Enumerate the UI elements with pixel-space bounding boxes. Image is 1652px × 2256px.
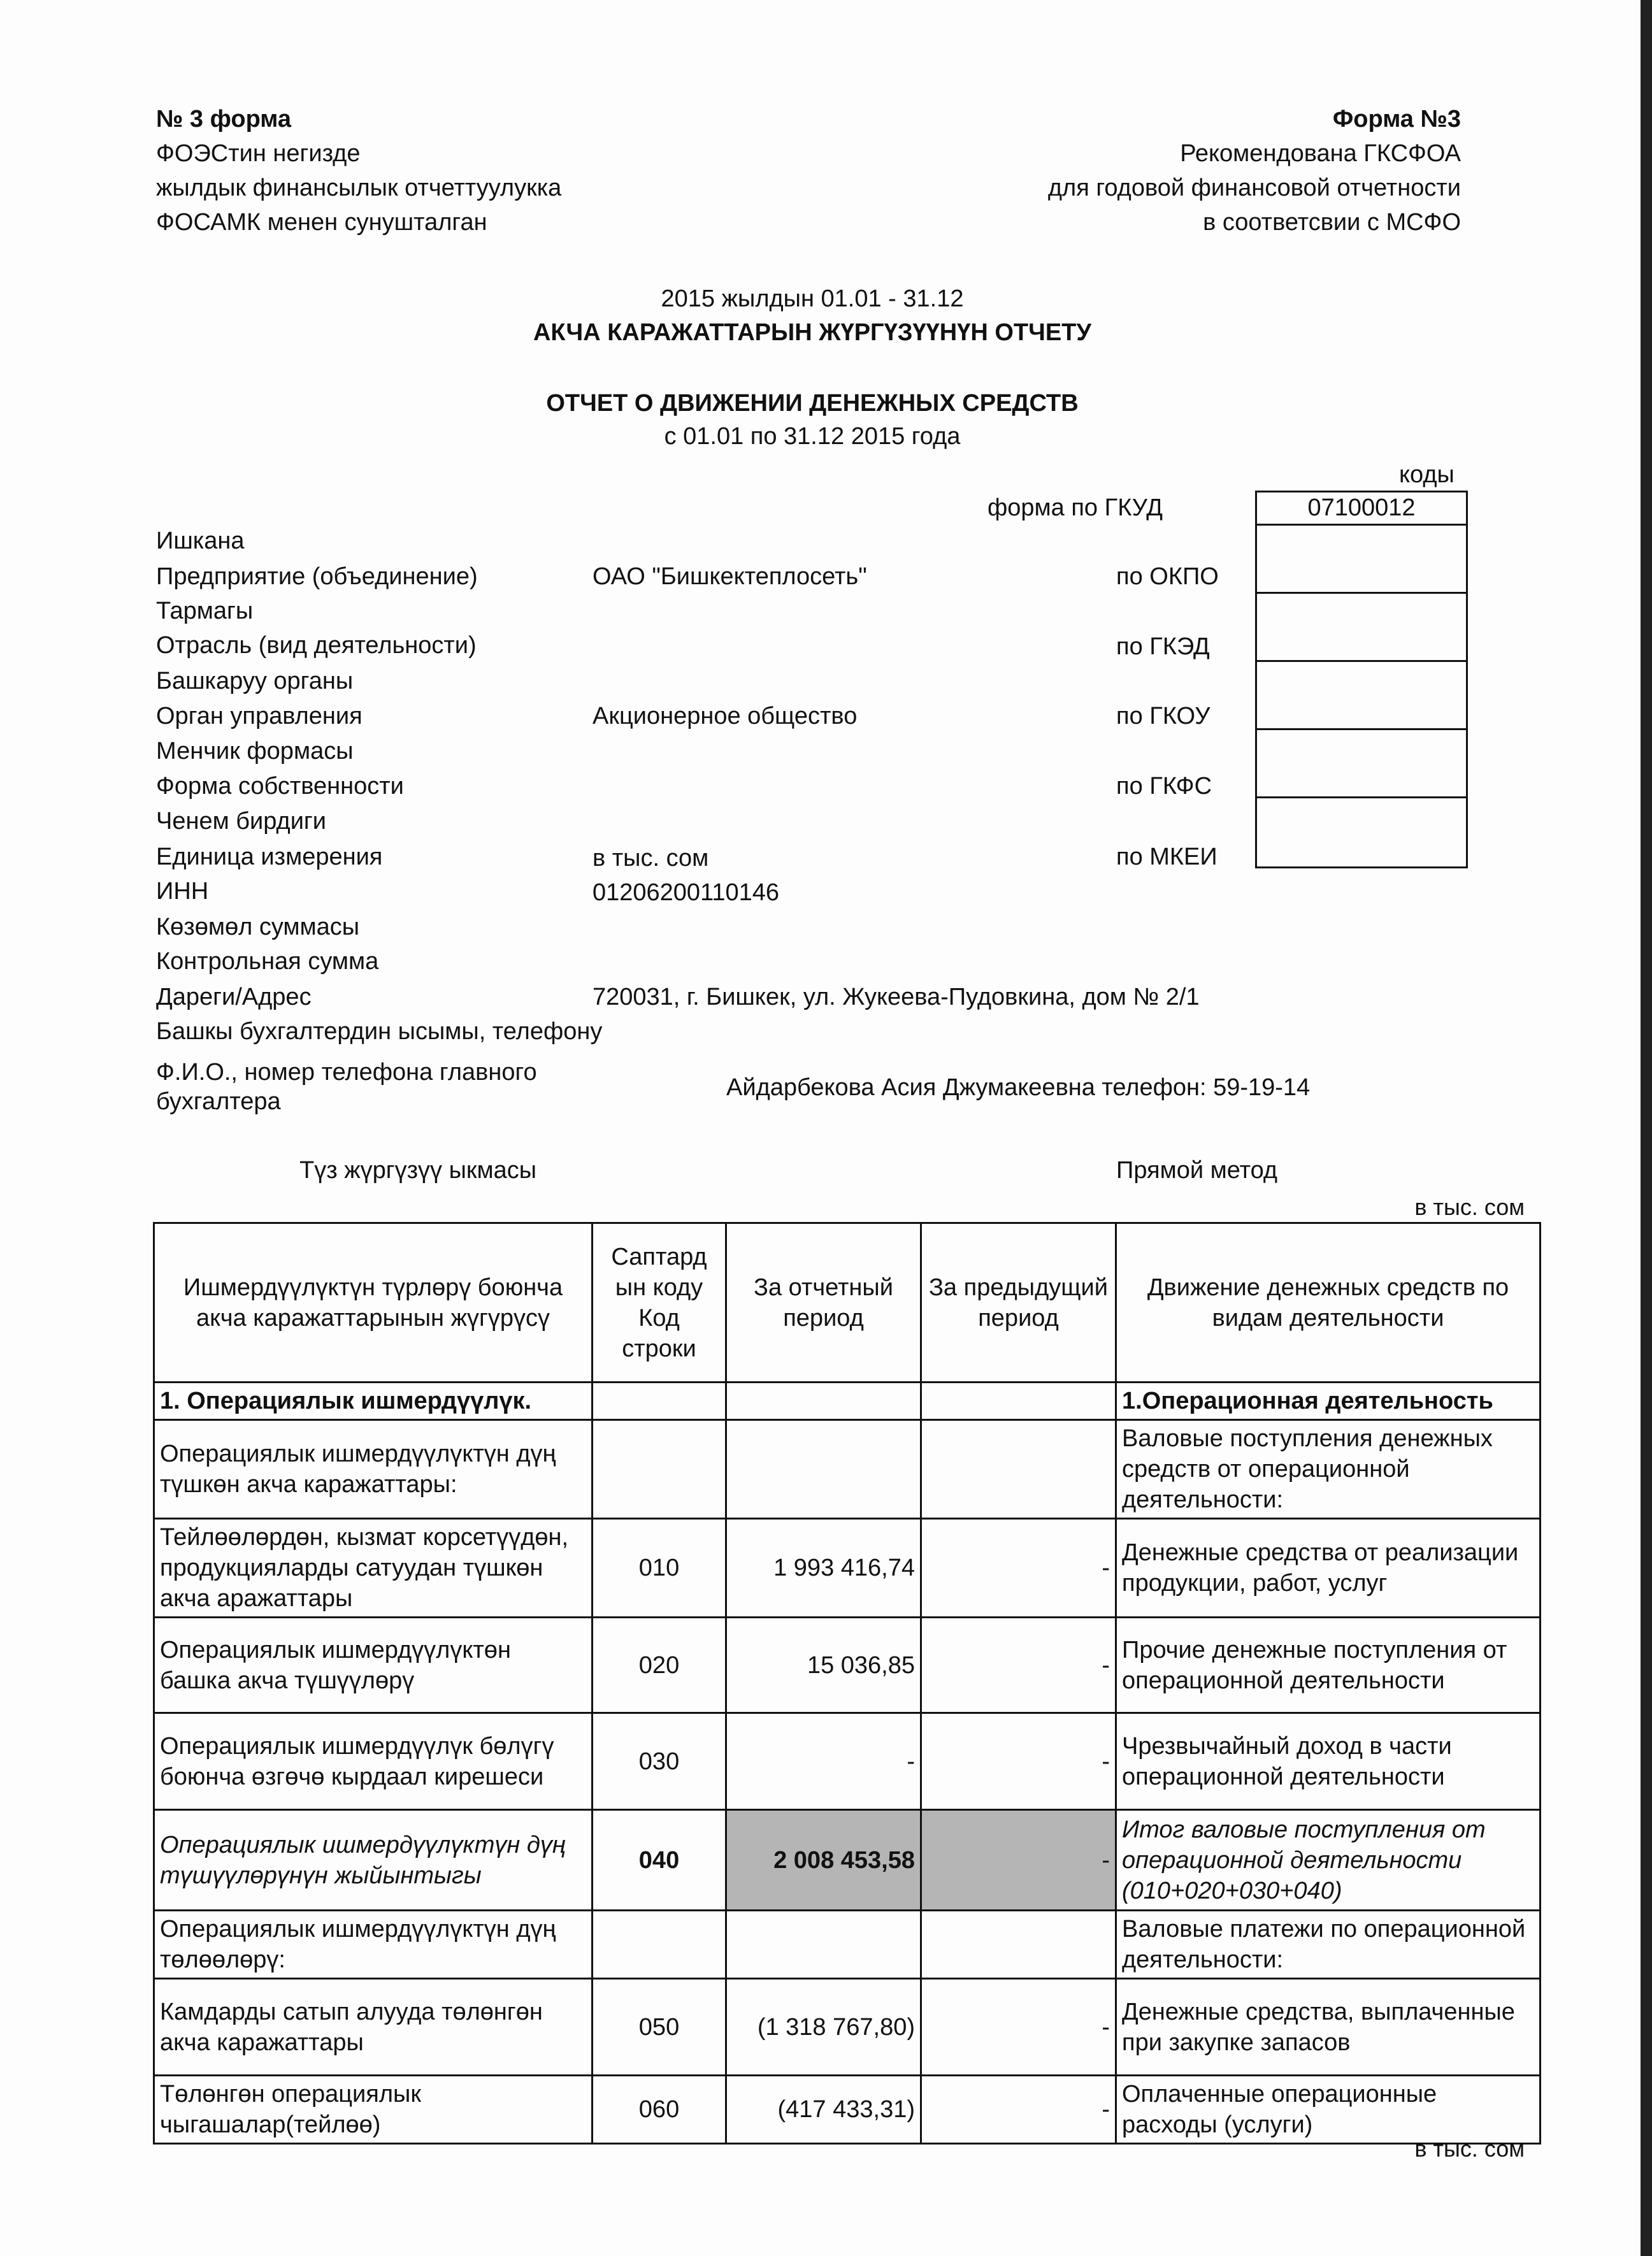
accountant-value: Айдарбекова Асия Джумакеевна телефон: 59-19-14 [726, 1074, 1311, 1101]
row-current: 2 008 453,58 [726, 1810, 921, 1911]
period-ru: с 01.01 по 31.12 2015 года [664, 423, 961, 450]
info-label: Башкы бухгалтердин ысымы, телефону [156, 1018, 603, 1045]
row-ky: Операциялык ишмердүүлүктөн башка акча түшүүлөрү [154, 1618, 593, 1713]
row-ru: Итог валовые поступления от операционной деятельности (010+020+030+040) [1116, 1810, 1541, 1911]
form-number-ru: Форма №3 [1332, 106, 1461, 133]
row-code: 050 [593, 1979, 726, 2076]
table-row [154, 1911, 1541, 1979]
row-previous: - [921, 1713, 1116, 1810]
row-ky: Тейлөөлөрдөн, кызмат корсетүүдөн, продукцияларды сатуудан түшкөн акча аражаттары [154, 1519, 593, 1618]
info-label: бухгалтера [156, 1088, 281, 1115]
title-ky: АКЧА КАРАЖАТТАРЫН ЖҮРГҮЗҮҮНҮН ОТЧЕТУ [533, 319, 1092, 346]
row-current: (417 433,31) [726, 2076, 921, 2144]
row-ky: Камдарды сатып алууда төлөнгөн акча каражаттары [154, 1979, 593, 2076]
row-previous [921, 1420, 1116, 1519]
address-value: 720031, г. Бишкек, ул. Жукеева-Пудовкина, дом № 2/1 [593, 984, 1200, 1010]
gkou-code-cell [1257, 662, 1466, 730]
unit-note-top: в тыс. сом [1414, 1194, 1525, 1220]
table-row [154, 2076, 1541, 2144]
header-right [824, 102, 1461, 240]
method-ky: Түз жүргүзүү ыкмасы [299, 1157, 537, 1184]
row-code [593, 1911, 726, 1979]
row-ru: Денежные средства от реализации продукции, работ, услуг [1116, 1519, 1541, 1618]
row-previous: - [921, 2076, 1116, 2144]
header-right-line: Рекомендована ГКСФОА [1180, 140, 1461, 167]
info-label: Башкаруу органы [156, 668, 354, 694]
row-ru: Денежные средства, выплаченные при закупке запасов [1116, 1979, 1541, 2076]
info-label: Ф.И.О., номер телефона главного [156, 1059, 537, 1086]
row-ru: 1.Операционная деятельность [1116, 1383, 1541, 1420]
table-row [154, 1383, 1541, 1420]
gkfs-label: по ГКФС [1116, 773, 1212, 800]
row-current [726, 1383, 921, 1420]
row-code: 020 [593, 1618, 726, 1713]
info-label: Форма собственности [156, 773, 404, 800]
row-ru: Валовые платежи по операционной деятельности: [1116, 1911, 1541, 1979]
enterprise-name: ОАО "Бишкектеплосеть" [593, 563, 867, 590]
table-header-row [154, 1223, 1541, 1383]
header-left [156, 102, 729, 240]
row-ru: Валовые поступления денежных средств от операционной деятельности: [1116, 1420, 1541, 1519]
row-current: - [726, 1713, 921, 1810]
info-label: ИНН [156, 878, 209, 905]
row-ky: Операциялык ишмердүүлүктүн дүң түшүүлөрүнүн жыйынтыгы [154, 1810, 593, 1911]
info-label: Дареги/Адрес [156, 984, 312, 1010]
gked-label: по ГКЭД [1116, 633, 1210, 660]
row-previous: - [921, 1810, 1116, 1911]
scan-edge [1641, 0, 1652, 2256]
table-row [154, 1420, 1541, 1519]
unit-value: в тыс. сом [593, 845, 709, 872]
mkei-label: по МКЕИ [1116, 844, 1217, 870]
info-label: Ишкана [156, 528, 245, 554]
management-value: Акционерное общество [593, 703, 858, 729]
info-label: Предприятие (объединение) [156, 563, 478, 590]
info-label: Ченем бирдиги [156, 808, 327, 835]
header-previous-period: За предыдущий период [921, 1223, 1116, 1383]
info-label: Отрасль (вид деятельности) [156, 632, 477, 659]
row-ru: Прочие денежные поступления от операционной деятельности [1116, 1618, 1541, 1713]
gkou-label: по ГКОУ [1116, 703, 1210, 729]
codes-heading: коды [1399, 461, 1454, 488]
header-right-line: для годовой финансовой отчетности [1047, 175, 1461, 201]
gkfs-code-cell [1257, 730, 1466, 798]
header-line-code: Саптард ын коду Код строки [593, 1223, 726, 1383]
period-ky: 2015 жылдын 01.01 - 31.12 [661, 285, 964, 312]
row-ky: Операциялык ишмердүүлүктүн дүң түшкөн акча каражаттары: [154, 1420, 593, 1519]
row-previous: - [921, 1519, 1116, 1618]
row-ky: Төлөнгөн операциялык чыгашалар(тейлөө) [154, 2076, 593, 2144]
table-row-total [154, 1810, 1541, 1911]
row-ru: Чрезвычайный доход в части операционной деятельности [1116, 1713, 1541, 1810]
header-right-line: в соответсвии с МСФО [1203, 209, 1461, 236]
row-code: 030 [593, 1713, 726, 1810]
row-previous: - [921, 1618, 1116, 1713]
info-label: Менчик формасы [156, 738, 354, 765]
unit-note-bottom: в тыс. сом [1414, 2136, 1525, 2162]
form-number-ky: № 3 форма [156, 106, 292, 133]
okpo-code-cell [1257, 526, 1466, 594]
mkei-code-cell [1257, 798, 1466, 866]
header-activity-ru: Движение денежных средств по видам деятельности [1116, 1223, 1541, 1383]
row-code: 010 [593, 1519, 726, 1618]
header-left-line: жылдык финансылык отчеттуулукка [156, 175, 562, 201]
row-previous [921, 1383, 1116, 1420]
gkud-label: форма по ГКУД [988, 494, 1163, 521]
row-code: 060 [593, 2076, 726, 2144]
row-previous: - [921, 1979, 1116, 2076]
row-current [726, 1911, 921, 1979]
table-row [154, 1519, 1541, 1618]
info-label: Единица измерения [156, 844, 383, 870]
gked-code-cell [1257, 594, 1466, 662]
row-ky: Операциялык ишмердүүлүктүн дүң төлөөлөрү: [154, 1911, 593, 1979]
row-current: (1 318 767,80) [726, 1979, 921, 2076]
table-row [154, 1713, 1541, 1810]
row-ru: Оплаченные операционные расходы (услуги) [1116, 2076, 1541, 2144]
info-label: Орган управления [156, 703, 363, 729]
title-ru: ОТЧЕТ О ДВИЖЕНИИ ДЕНЕЖНЫХ СРЕДСТВ [546, 390, 1079, 417]
header-left-line: ФОСАМК менен сунушталган [156, 209, 487, 236]
info-label: Контрольная сумма [156, 948, 379, 975]
okpo-label: по ОКПО [1116, 563, 1219, 590]
info-label: Көзөмөл суммасы [156, 914, 360, 940]
row-current [726, 1420, 921, 1519]
inn-value: 01206200110146 [593, 879, 780, 906]
method-ru: Прямой метод [1116, 1157, 1278, 1184]
table-row [154, 1979, 1541, 2076]
row-previous [921, 1911, 1116, 1979]
header-current-period: За отчетный период [726, 1223, 921, 1383]
row-ky: 1. Операциялык ишмердүүлүк. [154, 1383, 593, 1420]
row-current: 15 036,85 [726, 1618, 921, 1713]
header-activity-ky: Ишмердүүлүктүн түрлөрү боюнча акча каражаттарынын жүгүрүсү [154, 1223, 593, 1383]
info-label: Тармагы [156, 598, 254, 624]
header-left-line: ФОЭСтин негизде [156, 140, 361, 167]
gkud-code: 07100012 [1257, 492, 1466, 526]
row-ky: Операциялык ишмердүүлүк бөлүгү боюнча өзгөчө кырдаал кирешеси [154, 1713, 593, 1810]
row-code [593, 1420, 726, 1519]
codes-box [1255, 491, 1468, 868]
row-code: 040 [593, 1810, 726, 1911]
row-current: 1 993 416,74 [726, 1519, 921, 1618]
row-code [593, 1383, 726, 1420]
table-row [154, 1618, 1541, 1713]
cash-flow-table [153, 1222, 1541, 2145]
